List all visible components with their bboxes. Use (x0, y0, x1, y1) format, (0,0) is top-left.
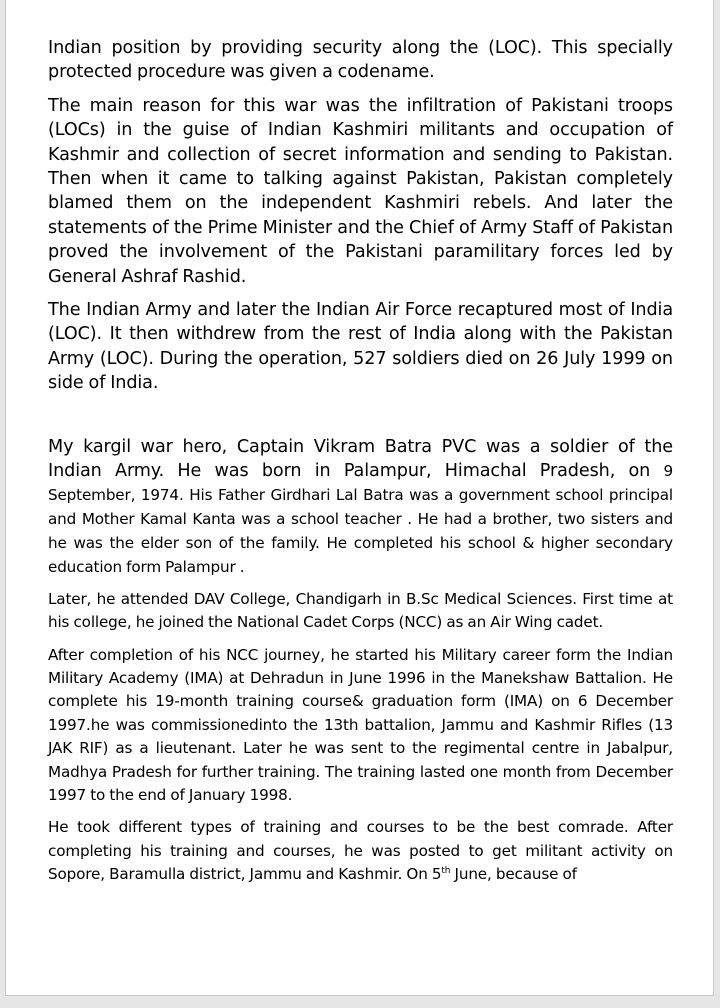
blank-line (48, 396, 673, 435)
document-page (5, 0, 714, 996)
paragraph-loc-security: Indian position by providing security along the (LOC). This specially protected procedure was given a codename. (48, 38, 673, 83)
paragraph-war-reason: The main reason for this war was the infiltration of Pakistani troops (LOCs) in the guise of Indian Kashmiri militants and occupation of Kashmir and collection of secret information and sending to Pakistan. Then when it came to talking against Pakistan, Pakistan completely blamed them on the independent Kashmiri rebels. And later the statements of the Prime Minister and the Chief of Army Staff of Pakistan proved the involvement of the Pakistani paramilitary forces led by General Ashraf Rashid. (48, 95, 673, 287)
paragraph-dav-college: Later, he attended DAV College, Chandigarh in B.Sc Medical Sciences. First time at his college, he joined the National Cadet Corps (NCC) as an Air Wing cadet. (48, 589, 673, 632)
ordinal-suffix: th (441, 866, 451, 877)
paragraph-military-career: After completion of his NCC journey, he started his Military career form the Indian Military Academy (IMA) at Dehradun in June 1996 in the Manekshaw Battalion. He complete his 19-month training course& graduation form (IMA) on 6 December 1997.he was commissionedinto the 13th battalion, Jammu and Kashmir Rifles (13 JAK RIF) as a lieutenant. Later he was sent to the regimental centre in Jabalpur, Madhya Pradesh for further training. The training lasted one month from December 1997 to the end of January 1998. (48, 645, 673, 804)
hero-birth-family-text: 9 September, 1974. His Father Girdhari Lal Batra was a government school principal and Mother Kamal Kanta was a school teacher . He had a brother, two sisters and he was the elder son of the family. He completed his school & higher secondary education form Palampur . (48, 461, 673, 576)
posting-text-continued: June, because of (450, 865, 577, 884)
posting-text: He took different types of training and courses to be the best comrade. After completing his training and courses, he was posted to get militant activity on Sopore, Baramulla district, Jammu and Kashmir. On 5 (48, 818, 673, 884)
paragraph-training-posting (48, 816, 673, 886)
document-body (48, 36, 673, 887)
paragraph-recapture: The Indian Army and later the Indian Air Force recaptured most of India (LOC). It then withdrew from the rest of India along with the Pakistan Army (LOC). During the operation, 527 soldiers died on 26 July 1999 on side of India. (48, 300, 673, 394)
hero-intro-text: My kargil war hero, Captain Vikram Batra PVC was a soldier of the Indian Army. He was born in Palampur, Himachal Pradesh, on (48, 436, 673, 481)
paragraph-kargil-hero (48, 435, 673, 579)
